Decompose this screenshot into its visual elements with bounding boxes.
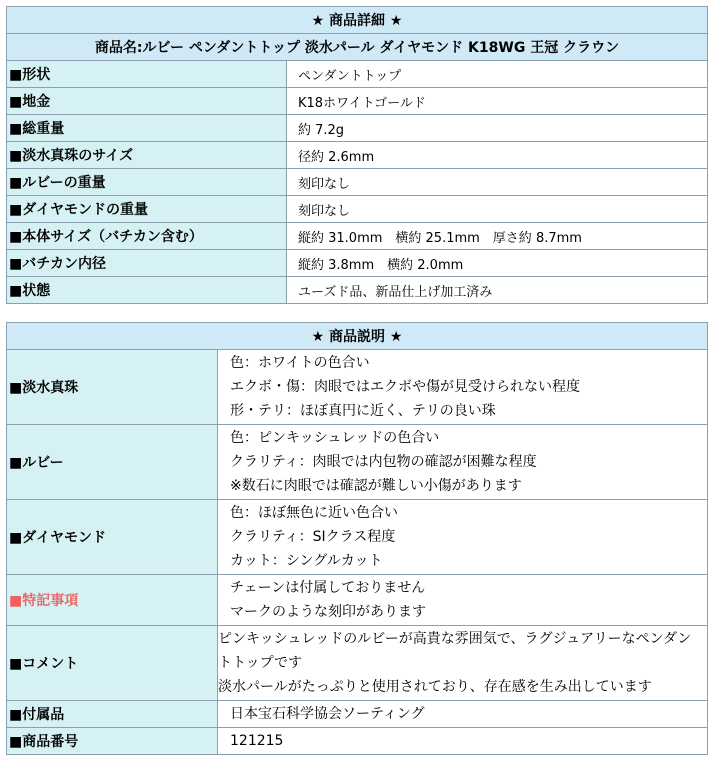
desc-line: チェーンは付属しておりません — [230, 580, 426, 596]
desc-line: 日本宝石科学協会ソーティング — [230, 706, 425, 722]
desc-row-comment — [7, 626, 708, 701]
desc-row-pearl — [7, 350, 708, 425]
detail-value: 刻印なし — [287, 196, 708, 223]
detail-value: 約 7.2g — [287, 115, 708, 142]
detail-row-bail-size — [7, 250, 708, 277]
detail-label: ■バチカン内径 — [7, 250, 287, 277]
detail-label: ■本体サイズ（バチカン含む） — [7, 223, 287, 250]
detail-label: ■総重量 — [7, 115, 287, 142]
detail-label: ■地金 — [7, 88, 287, 115]
detail-value: ペンダントトップ — [287, 61, 708, 88]
product-name: 商品名:ルビー ペンダントトップ 淡水パール ダイヤモンド K18WG 王冠 クラウン — [7, 34, 708, 61]
detail-label: ■ルビーの重量 — [7, 169, 287, 196]
desc-line: 形・テリ：ほぼ真円に近く、テリの良い珠 — [230, 403, 496, 419]
desc-label-special-notes: ■特記事項 — [7, 575, 218, 626]
detail-label: ■ダイヤモンドの重量 — [7, 196, 287, 223]
detail-row-ruby-weight — [7, 169, 708, 196]
detail-value: 縦約 31.0mm 横約 25.1mm 厚さ約 8.7mm — [287, 223, 708, 250]
desc-value — [218, 626, 708, 701]
description-header: ★ 商品説明 ★ — [7, 323, 708, 350]
desc-line: ピンキッシュレッドのルビーが高貴な雰囲気で、ラグジュアリーなペンダン — [218, 631, 692, 647]
desc-line: エクボ・傷：肉眼ではエクボや傷が見受けられない程度 — [230, 379, 580, 395]
desc-label: ■コメント — [7, 626, 218, 701]
desc-line: 色：ピンキッシュレッドの色合い — [230, 430, 440, 446]
desc-line: クラリティ：SIクラス程度 — [230, 529, 396, 545]
desc-line: 色：ホワイトの色合い — [230, 355, 370, 371]
detail-row-diamond-weight — [7, 196, 708, 223]
desc-value — [218, 350, 708, 425]
desc-row-special-notes — [7, 575, 708, 626]
detail-label: ■形状 — [7, 61, 287, 88]
desc-row-product-number — [7, 728, 708, 755]
desc-label: ■淡水真珠 — [7, 350, 218, 425]
detail-row-condition — [7, 277, 708, 304]
detail-row-body-size — [7, 223, 708, 250]
desc-label: ■ルビー — [7, 425, 218, 500]
desc-value — [218, 500, 708, 575]
desc-row-accessories — [7, 701, 708, 728]
desc-value — [218, 575, 708, 626]
detail-row-pearl-size — [7, 142, 708, 169]
detail-row-total-weight — [7, 115, 708, 142]
detail-value: ユーズド品、新品仕上げ加工済み — [287, 277, 708, 304]
desc-value — [218, 728, 708, 755]
desc-row-ruby — [7, 425, 708, 500]
detail-label: ■状態 — [7, 277, 287, 304]
details-header: ★ 商品詳細 ★ — [7, 7, 708, 34]
desc-line: ※数石に肉眼では確認が難しい小傷があります — [230, 478, 522, 494]
desc-line: トトップです — [218, 655, 302, 671]
detail-value: 径約 2.6mm — [287, 142, 708, 169]
product-details-table — [6, 6, 708, 304]
desc-label: ■付属品 — [7, 701, 218, 728]
desc-label: ■ダイヤモンド — [7, 500, 218, 575]
desc-line: マークのような刻印があります — [230, 604, 426, 620]
detail-value: 縦約 3.8mm 横約 2.0mm — [287, 250, 708, 277]
detail-row-metal — [7, 88, 708, 115]
desc-row-diamond — [7, 500, 708, 575]
desc-line: クラリティ：肉眼では内包物の確認が困難な程度 — [230, 454, 537, 470]
desc-line: 淡水パールがたっぷりと使用されており、存在感を生み出しています — [218, 679, 652, 695]
detail-label: ■淡水真珠のサイズ — [7, 142, 287, 169]
desc-label: ■商品番号 — [7, 728, 218, 755]
detail-value: 刻印なし — [287, 169, 708, 196]
desc-line: 色：ほぼ無色に近い色合い — [230, 505, 398, 521]
desc-value — [218, 425, 708, 500]
desc-value — [218, 701, 708, 728]
detail-row-shape — [7, 61, 708, 88]
product-number: 121215 — [230, 733, 284, 749]
product-description-table — [6, 322, 708, 755]
detail-value: K18ホワイトゴールド — [287, 88, 708, 115]
desc-line: カット：シングルカット — [230, 553, 383, 569]
